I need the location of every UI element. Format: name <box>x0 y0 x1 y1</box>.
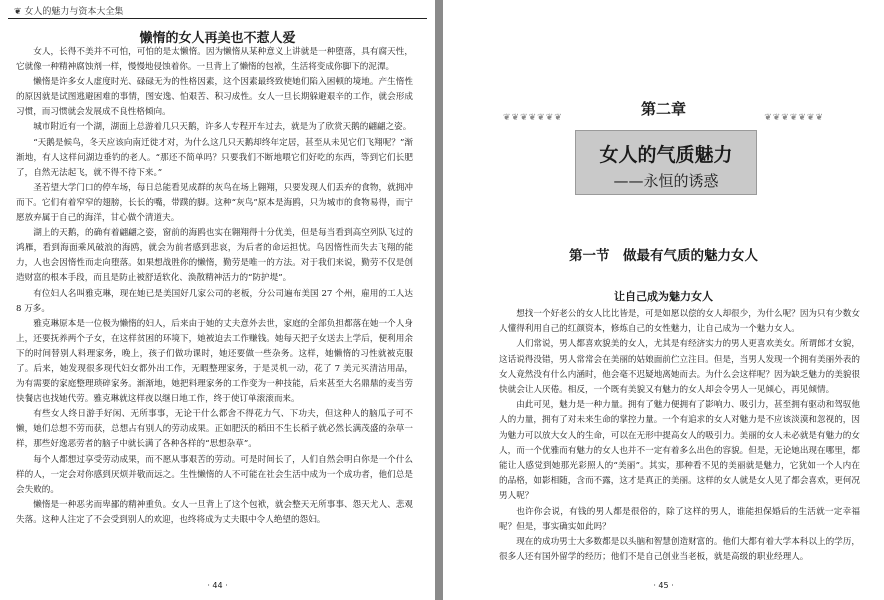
paragraph: 圣若望大学门口的停车场，每日总能看见成群的灰鸟在场上翱翔，只要发现人们丢弃的食物，就拥冲而下。它们有着窄窄的翅膀，长长的嘴，带蹼的脚。这种“灰鸟”原本是海鸥，只为城市的食物易得，而宁愿放弃属于自己的海洋，甘心做个清道夫。 <box>16 182 413 224</box>
paragraph: “天鹅是候鸟，冬天应该向南迁徙才对，为什么这几只天鹅却终年定居，甚至从未见它们飞翔呢？”渐渐地，有人这样问湖边垂钓的老人。“那还不简单吗？只要我们不断地喂它们好吃的东西，等到它们长肥了，自然无法起飞，就不得不待下来。” <box>16 137 413 178</box>
section-title: 第一节 做最有气质的魅力女人 <box>569 248 758 264</box>
article-title: 懒惰的女人再美也不惹人爱 <box>139 31 296 46</box>
paragraph: 每个人都想过享受劳动成果，而不愿从事艰苦的劳动。可是时间长了，人们自然会明白你是一个什么样的人，一定会对你感到厌烦并敬而远之。生性懒惰的人不可能在社会生活中成为一个成功者，他们总是会失败的。 <box>16 454 413 495</box>
paragraph: 雅克琳原本是一位极为懒惰的妇人，后来由于她的丈夫意外去世，家庭的全部负担都落在她一个人身上，还要抚养两个子女，在这样贫困的环境下，她被迫去工作赚钱。她每天把子女送去上学后，便利用余下的时间替别人料理家务，晚上，孩子们做功课时，她还要做一些杂务。这样，她懒惰的习性就被克服了。后来，她发现很多现代妇女都外出工作，无暇整理家务，于是灵机一动，花了 7 美元买清洁用品，为有需要的家庭整理琐碎家务。渐渐地，她把料理家务的工作变为一种技能，后来甚至大名鼎鼎的麦当劳快餐店也找她代劳。雅克琳就这样夜以继日地工作，终于使订单滚滚而来。 <box>16 318 413 405</box>
running-head-text: 女人的魅力与资本大全集 <box>24 7 124 17</box>
paragraph: 由此可见，魅力是一种力量。拥有了魅力便拥有了影响力、吸引力，甚至拥有驱动和驾驭他人的力量，拥有了对未来生命的掌控力量。一个有追求的女人对魅力是不应该淡漠和忽视的，因为魅力可以放大女人的生命，可以在无形中提高女人的吸引力。美丽的女人未必就是有魅力的女人，而一个优雅而有魅力的女人也并不一定有着多么出色的容貌。但是，无论她出现在哪里，都能让人感觉到她那光彩照人的“美丽”。其实，那种看不见的美丽就是魅力，它犹如一个人内在的品格，如影相随，含而不露，这才是真正的美丽。这样的女人就是女人见了都会喜欢，更何况男人呢？ <box>499 400 860 502</box>
wheat-ornament-icon: ❦❦❦❦❦❦❦ <box>503 113 563 123</box>
chapter-label: 第二章 <box>640 100 686 118</box>
wheat-ornament-icon: ❦❦❦❦❦❦❦ <box>764 113 824 123</box>
paragraph: 也许你会说，有钱的男人都是很俗的，除了这样的男人，谁能担保婚后的生活就一定幸福呢？但是，事实确实如此吗？ <box>499 506 860 532</box>
ornament-icon: ❦ <box>14 7 22 17</box>
paragraph: 现在的成功男士大多数都是以头脑和智慧创造财富的。他们大都有着大学本科以上的学历，很多人还有国外留学的经历；他们不是自己创业当老板，就是高级的职业经理人。 <box>499 537 860 563</box>
page-number: · 44 · <box>207 581 228 590</box>
left-body <box>16 45 413 528</box>
running-head <box>14 4 123 17</box>
right-page <box>443 0 884 600</box>
paragraph: 人们常说，男人都喜欢貌美的女人，尤其是有经济实力的男人更喜欢美女。所谓郎才女貌，这话说得没错，男人常常会在美丽的姑娘面前伫立注目。但是，当男人发现一个拥有美丽外表的女人竟然没有什么内涵时，他会毫不迟疑地离她而去。为什么会这样呢？因为缺乏魅力的美貌很快就会让人厌倦。相反，一个既有美貌又有魅力的女人却会令男人一见倾心，再见倾情。 <box>499 339 860 396</box>
paragraph: 女人，长得不美并不可怕，可怕的是太懒惰。因为懒惰从某种意义上讲就是一种堕落，具有腐天性，它就像一种精神腐蚀剂一样，慢慢地侵蚀着你。一旦背上了懒惰的包袱，生活将变成你脚下的泥潭。 <box>16 47 413 73</box>
left-page <box>0 0 435 600</box>
paragraph: 懒惰是许多女人虚度时光、碌碌无为的性格因素，这个因素最终致使她们陷入困顿的境地。产生惰性的原因就是试图逃避困难的事情，图安逸、怕艰苦、积习成性。女人一旦长期躲避艰辛的工作，就会形成习惯，而习惯就会发展成不良性格倾向。 <box>16 77 413 118</box>
paragraph: 城市附近有一个湖，湖面上总游着几只天鹅，许多人专程开车过去，就是为了欣赏天鹅的翩翩之姿。 <box>33 122 412 133</box>
chapter-subtitle: ——永恒的诱惑 <box>613 172 719 190</box>
paragraph: 湖上的天鹅，的确有着翩翩之姿，窗前的海鸥也实在翱翔得十分优美，但是每当看到高空列队飞过的鸿雁，看到海面乘风破浪的海鸥，就会为前者感到悲哀，为后者的命运担忧。鸟因惰性而失去飞翔的能力，人也会因惰性而走向堕落。如果想战胜你的懒惰，勤劳是唯一的方法。对于我们来说，勤劳不仅是创造财富的根本手段，而且是防止被舒适软化、涣散精神活力的“防护堤”。 <box>16 228 413 284</box>
chapter-title-box <box>575 130 757 195</box>
chapter-title: 女人的气质魅力 <box>599 144 733 166</box>
page-number: · 45 · <box>653 581 674 590</box>
subsection-title: 让自己成为魅力女人 <box>614 290 713 303</box>
paragraph: 想找一个好老公的女人比比皆是，可是如愿以偿的女人却很少，为什么呢？因为只有少数女人懂得利用自己的红颜资本，修炼自己的女性魅力，让自己成为一个魅力女人。 <box>499 309 860 335</box>
paragraph: 有位妇人名叫雅克琳，现在她已是美国好几家公司的老板，分公司遍布美国 27 个州，雇用的工人达 8 万多。 <box>16 288 413 314</box>
header-rule <box>8 18 427 19</box>
paragraph: 有些女人终日游手好闲、无所事事，无论干什么都舍不得花力气、下功夫，但这种人的脑瓜子可不懒，她们总想不劳而获，总想占有别人的劳动成果。正如肥沃的稻田不生长稻子就必然长满茂盛的杂草一样，那些好逸恶劳者的脑子中就长满了各种各样的“思想杂草”。 <box>16 409 413 450</box>
paragraph: 懒惰是一种恶劣而卑鄙的精神重负。女人一旦背上了这个包袱，就会整天无所事事、怨天尤人、悲观失落。这种人注定了不会受到别人的欢迎，也终将成为丈夫眼中令人绝望的怨妇。 <box>16 499 413 525</box>
right-body <box>499 307 860 565</box>
